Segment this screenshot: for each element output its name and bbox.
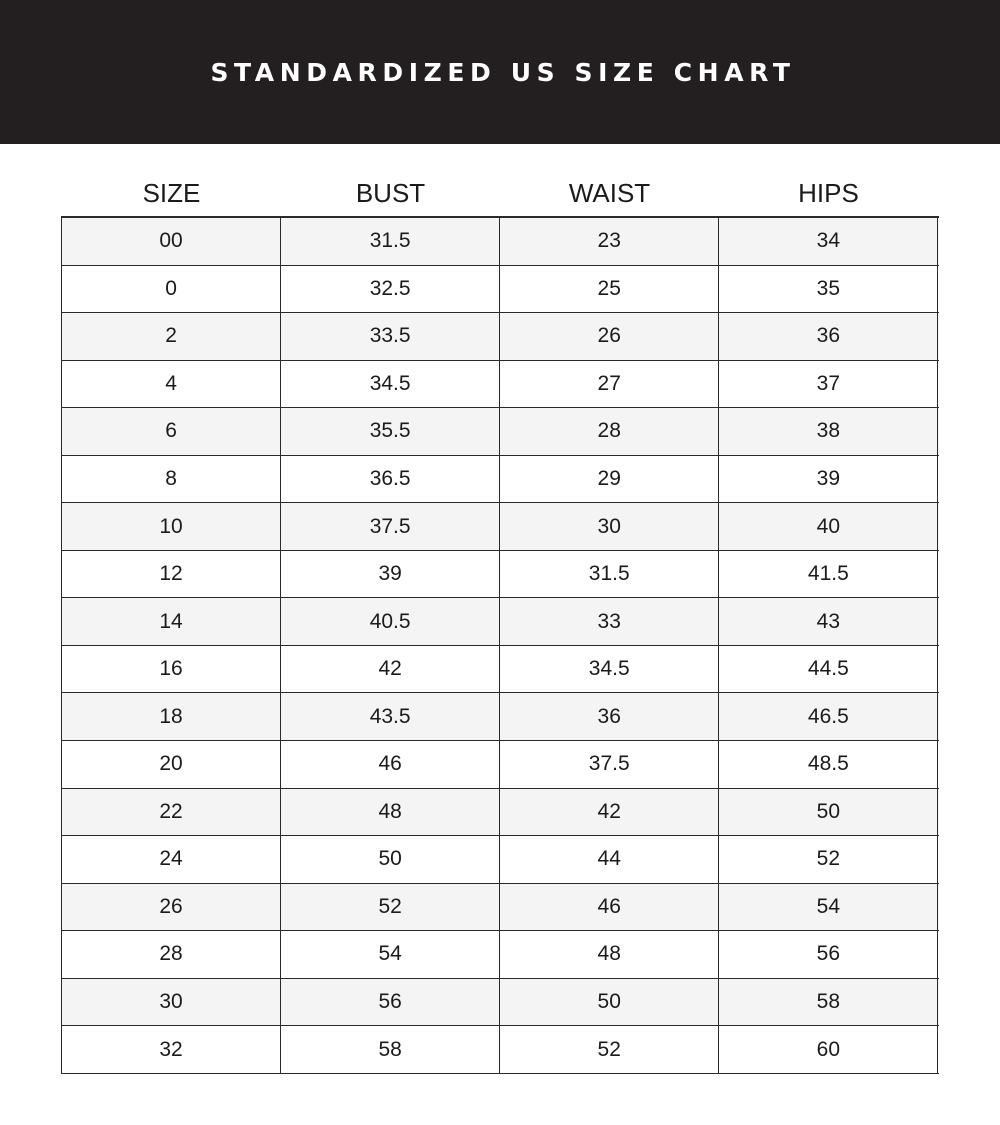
cell-waist: 28: [500, 408, 719, 455]
table-row: [62, 361, 939, 409]
cell-waist: 48: [500, 931, 719, 978]
table-row: [62, 1026, 939, 1074]
cell-hips: 58: [719, 979, 938, 1026]
cell-hips: 50: [719, 789, 938, 836]
cell-hips: 52: [719, 836, 938, 883]
cell-waist: 34.5: [500, 646, 719, 693]
cell-waist: 25: [500, 266, 719, 313]
cell-waist: 23: [500, 218, 719, 265]
cell-waist: 44: [500, 836, 719, 883]
table-row: [62, 503, 939, 551]
table-row: [62, 266, 939, 314]
cell-bust: 56: [281, 979, 500, 1026]
cell-hips: 40: [719, 503, 938, 550]
header-hips: HIPS: [798, 178, 859, 208]
cell-hips: 48.5: [719, 741, 938, 788]
cell-waist: 52: [500, 1026, 719, 1073]
table-row: [62, 979, 939, 1027]
cell-waist: 30: [500, 503, 719, 550]
cell-size: 00: [62, 218, 281, 265]
cell-bust: 54: [281, 931, 500, 978]
cell-hips: 43: [719, 598, 938, 645]
cell-size: 18: [62, 693, 281, 740]
cell-size: 12: [62, 551, 281, 598]
cell-size: 6: [62, 408, 281, 455]
cell-size: 14: [62, 598, 281, 645]
table-row: [62, 884, 939, 932]
table-row: [62, 218, 939, 266]
cell-bust: 33.5: [281, 313, 500, 360]
header-waist: WAIST: [568, 178, 651, 208]
cell-bust: 36.5: [281, 456, 500, 503]
table-row: [62, 408, 939, 456]
cell-size: 32: [62, 1026, 281, 1073]
cell-bust: 35.5: [281, 408, 500, 455]
header-size: SIZE: [142, 178, 201, 208]
cell-size: 26: [62, 884, 281, 931]
cell-bust: 46: [281, 741, 500, 788]
cell-bust: 32.5: [281, 266, 500, 313]
cell-waist: 27: [500, 361, 719, 408]
cell-size: 0: [62, 266, 281, 313]
cell-hips: 54: [719, 884, 938, 931]
cell-hips: 60: [719, 1026, 938, 1073]
table-row: [62, 693, 939, 741]
cell-waist: 31.5: [500, 551, 719, 598]
cell-bust: 58: [281, 1026, 500, 1073]
cell-waist: 50: [500, 979, 719, 1026]
cell-bust: 37.5: [281, 503, 500, 550]
cell-waist: 42: [500, 789, 719, 836]
header-bust: BUST: [355, 178, 426, 208]
cell-hips: 39: [719, 456, 938, 503]
cell-size: 20: [62, 741, 281, 788]
cell-size: 24: [62, 836, 281, 883]
cell-hips: 38: [719, 408, 938, 455]
cell-waist: 36: [500, 693, 719, 740]
cell-bust: 39: [281, 551, 500, 598]
cell-waist: 29: [500, 456, 719, 503]
table-header: [62, 170, 938, 216]
cell-bust: 43.5: [281, 693, 500, 740]
cell-hips: 44.5: [719, 646, 938, 693]
cell-hips: 46.5: [719, 693, 938, 740]
cell-size: 10: [62, 503, 281, 550]
cell-hips: 34: [719, 218, 938, 265]
cell-bust: 34.5: [281, 361, 500, 408]
table-row: [62, 931, 939, 979]
cell-hips: 36: [719, 313, 938, 360]
table-row: [62, 551, 939, 599]
cell-hips: 35: [719, 266, 938, 313]
cell-bust: 50: [281, 836, 500, 883]
cell-waist: 37.5: [500, 741, 719, 788]
size-table: [61, 216, 939, 1074]
cell-size: 4: [62, 361, 281, 408]
cell-size: 8: [62, 456, 281, 503]
cell-size: 28: [62, 931, 281, 978]
cell-bust: 40.5: [281, 598, 500, 645]
cell-waist: 26: [500, 313, 719, 360]
table-row: [62, 456, 939, 504]
cell-bust: 52: [281, 884, 500, 931]
title-banner: [0, 0, 1000, 144]
cell-hips: 56: [719, 931, 938, 978]
cell-hips: 37: [719, 361, 938, 408]
cell-bust: 48: [281, 789, 500, 836]
table-row: [62, 741, 939, 789]
cell-size: 22: [62, 789, 281, 836]
cell-size: 16: [62, 646, 281, 693]
cell-bust: 31.5: [281, 218, 500, 265]
cell-size: 30: [62, 979, 281, 1026]
cell-waist: 46: [500, 884, 719, 931]
table-row: [62, 598, 939, 646]
chart-title: STANDARDIZED US SIZE CHART: [210, 57, 796, 87]
table-row: [62, 836, 939, 884]
cell-size: 2: [62, 313, 281, 360]
table-row: [62, 313, 939, 361]
cell-bust: 42: [281, 646, 500, 693]
table-row: [62, 789, 939, 837]
table-row: [62, 646, 939, 694]
cell-hips: 41.5: [719, 551, 938, 598]
cell-waist: 33: [500, 598, 719, 645]
